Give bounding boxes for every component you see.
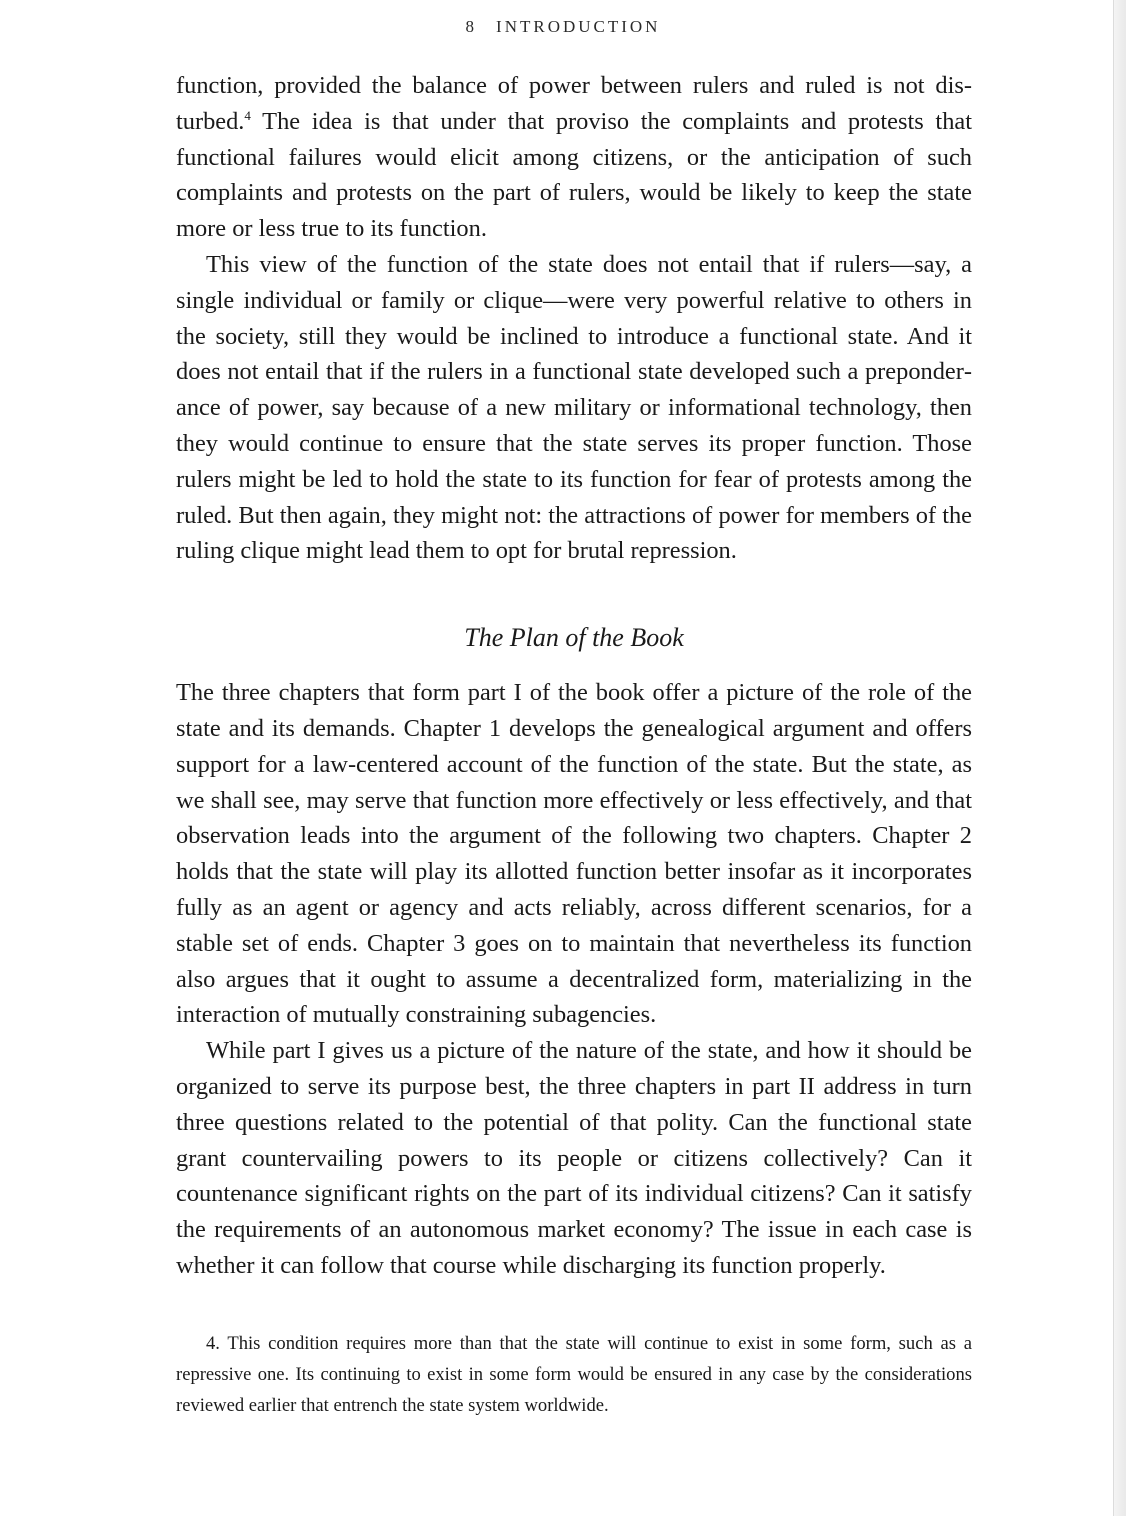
running-title: INTRODUCTION <box>496 17 661 36</box>
section-heading: The Plan of the Book <box>464 623 684 653</box>
page-body <box>176 68 972 1421</box>
footnote-reference-4[interactable]: 4 <box>244 107 251 123</box>
paragraph-3: The three chapters that form part I of the book offer a picture of the role of the state and its demands. Chapter 1 develops the genealogical argument and offers support for a law-centered account of the function of the state. But the state, as we shall see, may serve that function more effectively or less effectively, and that observation leads into the argument of the following two chapters. Chapter 2 holds that the state will play its allotted function better insofar as it incorporates fully as an agent or agency and acts reliably, across different scenarios, for a stable set of ends. Chapter 3 goes on to maintain that nevertheless its function also argues that it ought to assume a decentralized form, materializing in the interaction of mutually constraining subagencies. <box>176 679 972 1029</box>
running-head <box>0 17 1126 37</box>
page-number: 8 <box>465 17 475 36</box>
paragraph-2: This view of the function of the state does not entail that if rulers—say, a single individual or family or clique—were very powerful relative to others in the society, still they would be inclined to introduce a functional state. And it does not entail that if the rulers in a functional state developed such a preponderance of power, say because of a new military or informational technology, then they would continue to ensure that the state serves its proper function. Those rulers might be led to hold the state to its function for fear of protests among the ruled. But then again, they might not: the attractions of power for members of the ruling clique might lead them to opt for brutal repression. <box>176 250 972 565</box>
paragraph-1-text-a: function, provided the balance of power between rulers and ruled is not disturbed. <box>176 72 972 135</box>
footnote-4: 4. This condition requires more than that the state will continue to exist in some form, such as a repressive one. Its continuing to exist in some form would be ensured in any case by the considerations reviewed earlier that entrench the state system worldwide. <box>176 1332 972 1416</box>
paragraph-4: While part I gives us a picture of the nature of the state, and how it should be organized to serve its purpose best, the three chapters in part II address in turn three questions related to the potential of that polity. Can the functional state grant countervailing powers to its people or citizens collectively? Can it countenance significant rights on the part of its individual citizens? Can it satisfy the requirements of an autonomous market economy? The issue in each case is whether it can follow that course while discharging its function properly. <box>176 1037 972 1279</box>
paragraph-1-text-b: The idea is that under that proviso the complaints and protests that functional failures would elicit among citizens, or the anticipation of such complaints and protests on the part of rulers, would be likely to keep the state more or less true to its function. <box>176 107 972 243</box>
paragraph-1 <box>176 68 972 247</box>
page-edge <box>1113 0 1126 1516</box>
